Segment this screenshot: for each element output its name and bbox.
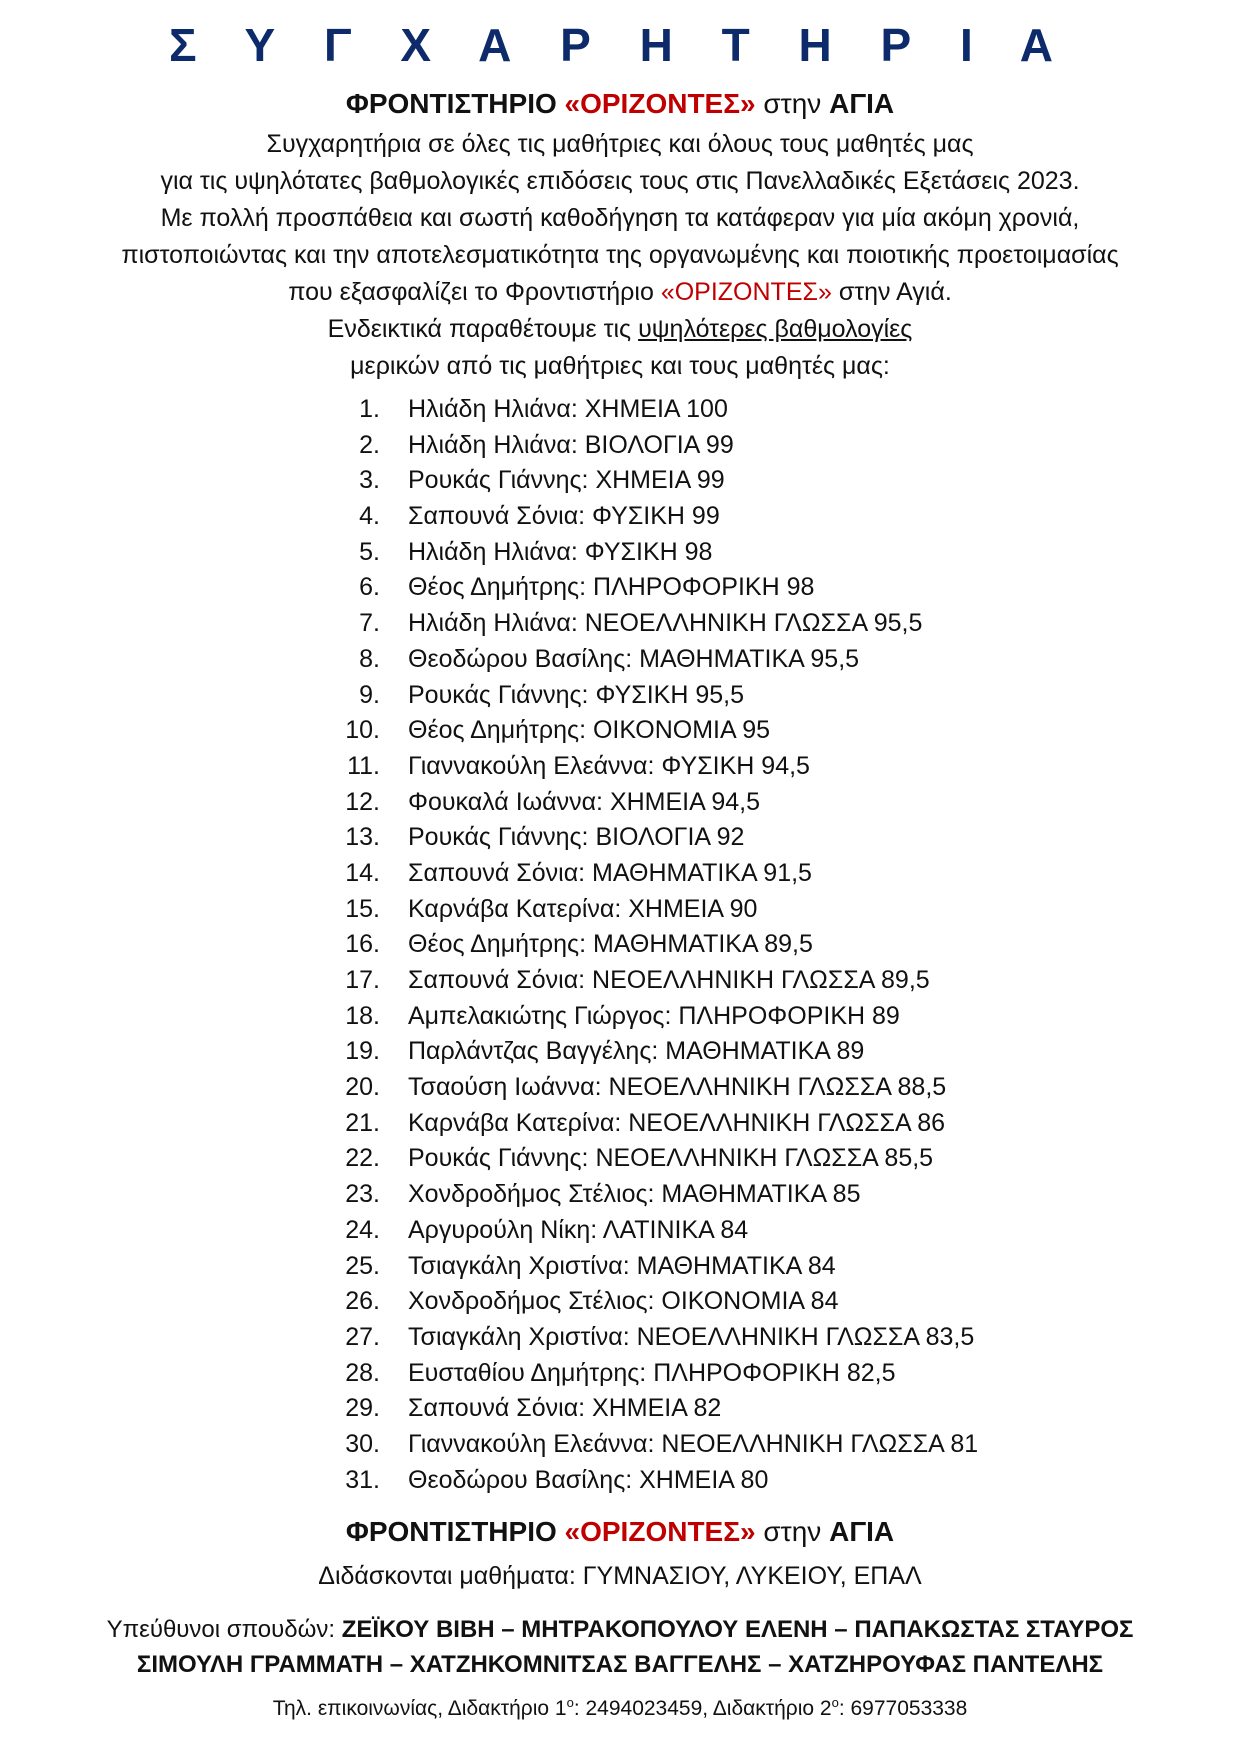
school-location: ΑΓΙΑ <box>829 1516 895 1547</box>
list-item-number: 9. <box>359 680 380 709</box>
school-connector: στην <box>763 88 822 119</box>
intro-line-6-underlined: υψηλότερες βαθμολογίες <box>638 315 913 343</box>
staff-label: Υπεύθυνοι σπουδών: <box>106 1616 336 1643</box>
intro-line-5 <box>0 274 1240 311</box>
intro-line-3: Με πολλή προσπάθεια και σωστή καθοδήγηση τα κατάφεραν για μία ακόμη χρονιά, <box>160 204 1080 232</box>
list-item-number: 8. <box>359 644 380 673</box>
intro-line-6 <box>0 311 1240 348</box>
list-item-number: 30. <box>345 1429 380 1458</box>
list-item <box>330 1284 1110 1320</box>
list-item-text: Παρλάντζας Βαγγέλης: ΜΑΘΗΜΑΤΙΚΑ 89 <box>408 1037 865 1066</box>
list-item-text: Ρουκάς Γιάννης: ΝΕΟΕΛΛΗΝΙΚΗ ΓΛΩΣΣΑ 85,5 <box>408 1144 934 1173</box>
list-item-text: Σαπουνά Σόνια: ΦΥΣΙΚΗ 99 <box>408 502 720 531</box>
list-item <box>330 749 1110 785</box>
list-item-text: Χονδροδήμος Στέλιος: ΟΙΚΟΝΟΜΙΑ 84 <box>408 1287 839 1316</box>
list-item-text: Αργυρούλη Νίκη: ΛΑΤΙΝΙΚΑ 84 <box>408 1215 749 1244</box>
list-item-number: 14. <box>345 858 380 887</box>
list-item <box>330 499 1110 535</box>
list-item-text: Ευσταθίου Δημήτρης: ΠΛΗΡΟΦΟΡΙΚΗ 82,5 <box>408 1358 896 1387</box>
list-item <box>330 1427 1110 1463</box>
list-item <box>330 1034 1110 1070</box>
list-item <box>330 820 1110 856</box>
list-item <box>330 713 1110 749</box>
subjects-taught: Διδάσκονται μαθήματα: ΓΥΜΝΑΣΙΟΥ, ΛΥΚΕΙΟΥ, ΕΠΑΛ <box>318 1562 922 1590</box>
list-item-number: 28. <box>345 1358 380 1387</box>
list-item <box>330 1391 1110 1427</box>
list-item-text: Χονδροδήμος Στέλιος: ΜΑΘΗΜΑΤΙΚΑ 85 <box>408 1180 861 1209</box>
list-item-text: Ηλιάδη Ηλιάνα: ΧΗΜΕΙΑ 100 <box>408 395 728 423</box>
list-item <box>330 892 1110 928</box>
list-item-number: 31. <box>345 1465 380 1494</box>
school-header-top <box>0 86 1240 122</box>
contact-phone-2: : 6977053338 <box>838 1697 968 1720</box>
intro-line-7: μερικών από τις μαθήτριες και τους μαθητές μας: <box>350 352 890 380</box>
list-item-text: Θέος Δημήτρης: ΟΙΚΟΝΟΜΙΑ 95 <box>408 716 771 745</box>
list-item-text: Θέος Δημήτρης: ΠΛΗΡΟΦΟΡΙΚΗ 98 <box>408 573 815 602</box>
staff-line-1 <box>0 1612 1240 1647</box>
list-item-number: 4. <box>359 502 380 531</box>
intro-line-5-post: στην Αγιά. <box>838 278 952 306</box>
list-item-number: 23. <box>345 1180 380 1209</box>
list-item-number: 17. <box>345 966 380 994</box>
contact-sup-2: ο <box>831 1695 839 1710</box>
intro-line-1: Συγχαρητήρια σε όλες τις μαθήτριες και όλους τους μαθητές μας <box>266 130 974 158</box>
list-item-text: Τσιαγκάλη Χριστίνα: ΝΕΟΕΛΛΗΝΙΚΗ ΓΛΩΣΣΑ 83,5 <box>408 1322 975 1351</box>
list-item <box>330 1177 1110 1213</box>
list-item-number: 5. <box>359 537 380 566</box>
intro-line-5-brand: «ΟΡΙΖΟΝΤΕΣ» <box>660 278 832 306</box>
list-item-text: Ηλιάδη Ηλιάνα: ΦΥΣΙΚΗ 98 <box>408 537 713 566</box>
intro-text <box>0 126 1240 385</box>
list-item <box>330 678 1110 714</box>
list-item <box>330 856 1110 892</box>
list-item-text: Θεοδώρου Βασίλης: ΧΗΜΕΙΑ 80 <box>408 1465 769 1494</box>
list-item <box>330 963 1110 999</box>
list-item <box>330 785 1110 821</box>
list-item-text: Θεοδώρου Βασίλης: ΜΑΘΗΜΑΤΙΚΑ 95,5 <box>408 644 860 673</box>
list-item-text: Σαπουνά Σόνια: ΧΗΜΕΙΑ 82 <box>408 1394 722 1423</box>
list-item <box>330 927 1110 963</box>
list-item-text: Σαπουνά Σόνια: ΝΕΟΕΛΛΗΝΙΚΗ ΓΛΩΣΣΑ 89,5 <box>408 966 930 994</box>
list-item-text: Ρουκάς Γιάννης: ΧΗΜΕΙΑ 99 <box>408 466 725 495</box>
school-location: ΑΓΙΑ <box>829 88 895 119</box>
list-item-number: 24. <box>345 1215 380 1244</box>
list-item-number: 16. <box>345 930 380 959</box>
school-brand: «ΟΡΙΖΟΝΤΕΣ» <box>564 88 756 119</box>
list-item <box>330 1356 1110 1392</box>
list-item-text: Σαπουνά Σόνια: ΜΑΘΗΜΑΤΙΚΑ 91,5 <box>408 858 812 887</box>
list-item-text: Ηλιάδη Ηλιάνα: ΝΕΟΕΛΛΗΝΙΚΗ ΓΛΩΣΣΑ 95,5 <box>408 609 923 638</box>
list-item <box>330 392 1110 428</box>
list-item-text: Φουκαλά Ιωάννα: ΧΗΜΕΙΑ 94,5 <box>408 787 761 816</box>
school-name: ΦΡΟΝΤΙΣΤΗΡΙΟ <box>345 1516 557 1547</box>
list-item-number: 10. <box>345 716 380 745</box>
list-item-number: 19. <box>345 1037 380 1066</box>
school-brand: «ΟΡΙΖΟΝΤΕΣ» <box>564 1516 756 1547</box>
list-item <box>330 570 1110 606</box>
list-item <box>330 1463 1110 1499</box>
staff-block <box>0 1612 1240 1682</box>
list-item-number: 21. <box>345 1108 380 1137</box>
staff-names-2: ΣΙΜΟΥΛΗ ΓΡΑΜΜΑΤΗ – ΧΑΤΖΗΚΟΜΝΙΤΣΑΣ ΒΑΓΓΕΛΗΣ – ΧΑΤΖΗΡΟΥΦΑΣ ΠΑΝΤΕΛΗΣ <box>136 1651 1104 1678</box>
list-item-number: 1. <box>359 395 380 423</box>
list-item-number: 25. <box>345 1251 380 1280</box>
list-item-number: 15. <box>345 894 380 923</box>
list-item-number: 29. <box>345 1394 380 1423</box>
list-item-number: 6. <box>359 573 380 602</box>
page-title: Σ Υ Γ Χ Α Ρ Η Τ Η Ρ Ι Α <box>168 19 1072 71</box>
intro-line-5-pre: που εξασφαλίζει το Φροντιστήριο <box>288 278 654 306</box>
list-item-text: Τσιαγκάλη Χριστίνα: ΜΑΘΗΜΑΤΙΚΑ 84 <box>408 1251 836 1280</box>
results-list <box>330 392 1110 1498</box>
intro-line-6-pre: Ενδεικτικά παραθέτουμε τις <box>327 315 632 343</box>
list-item <box>330 1106 1110 1142</box>
list-item-number: 27. <box>345 1322 380 1351</box>
list-item <box>330 1249 1110 1285</box>
list-item-number: 18. <box>345 1001 380 1030</box>
school-connector: στην <box>763 1516 822 1547</box>
list-item-number: 20. <box>345 1073 380 1102</box>
list-item-number: 12. <box>345 787 380 816</box>
list-item-text: Τσαούση Ιωάννα: ΝΕΟΕΛΛΗΝΙΚΗ ΓΛΩΣΣΑ 88,5 <box>408 1073 947 1102</box>
list-item-text: Καρνάβα Κατερίνα: ΧΗΜΕΙΑ 90 <box>408 894 758 923</box>
list-item <box>330 1141 1110 1177</box>
list-item-text: Γιαννακούλη Ελεάννα: ΦΥΣΙΚΗ 94,5 <box>408 751 810 780</box>
list-item-text: Γιαννακούλη Ελεάννα: ΝΕΟΕΛΛΗΝΙΚΗ ΓΛΩΣΣΑ 81 <box>408 1429 979 1458</box>
list-item <box>330 999 1110 1035</box>
list-item-text: Θέος Δημήτρης: ΜΑΘΗΜΑΤΙΚΑ 89,5 <box>408 930 813 959</box>
list-item-number: 2. <box>359 430 380 459</box>
list-item <box>330 1320 1110 1356</box>
list-item <box>330 606 1110 642</box>
staff-line-2 <box>0 1647 1240 1682</box>
list-item-number: 22. <box>345 1144 380 1173</box>
list-item-number: 13. <box>345 823 380 852</box>
list-item-number: 3. <box>359 466 380 495</box>
list-item-text: Αμπελακιώτης Γιώργος: ΠΛΗΡΟΦΟΡΙΚΗ 89 <box>408 1001 900 1030</box>
list-item-text: Ρουκάς Γιάννης: ΦΥΣΙΚΗ 95,5 <box>408 680 744 709</box>
list-item <box>330 428 1110 464</box>
school-name: ΦΡΟΝΤΙΣΤΗΡΙΟ <box>345 88 557 119</box>
list-item-number: 26. <box>345 1287 380 1316</box>
intro-line-4: πιστοποιώντας και την αποτελεσματικότητα της οργανωμένης και ποιοτικής προετοιμασίας <box>121 241 1119 269</box>
list-item <box>330 642 1110 678</box>
list-item <box>330 463 1110 499</box>
list-item <box>330 535 1110 571</box>
list-item-text: Ρουκάς Γιάννης: ΒΙΟΛΟΓΙΑ 92 <box>408 823 745 852</box>
staff-names-1: ΖΕΪΚΟΥ ΒΙΒΗ – ΜΗΤΡΑΚΟΠΟΥΛΟΥ ΕΛΕΝΗ – ΠΑΠΑΚΩΣΤΑΣ ΣΤΑΥΡΟΣ <box>341 1616 1134 1643</box>
list-item-text: Καρνάβα Κατερίνα: ΝΕΟΕΛΛΗΝΙΚΗ ΓΛΩΣΣΑ 86 <box>408 1108 946 1137</box>
list-item-text: Ηλιάδη Ηλιάνα: ΒΙΟΛΟΓΙΑ 99 <box>408 430 734 459</box>
list-item-number: 7. <box>359 609 380 638</box>
school-header-bottom <box>0 1514 1240 1550</box>
contact-sup-1: ο <box>566 1695 574 1710</box>
contact-info <box>0 1688 1240 1724</box>
list-item <box>330 1213 1110 1249</box>
list-item <box>330 1070 1110 1106</box>
contact-phone-1: : 2494023459, Διδακτήριο 2 <box>573 1697 832 1720</box>
intro-line-2: για τις υψηλότατες βαθμολογικές επιδόσεις τους στις Πανελλαδικές Εξετάσεις 2023. <box>160 167 1080 195</box>
list-item-number: 11. <box>347 751 380 780</box>
contact-label: Τηλ. επικοινωνίας, Διδακτήριο 1 <box>272 1697 567 1720</box>
